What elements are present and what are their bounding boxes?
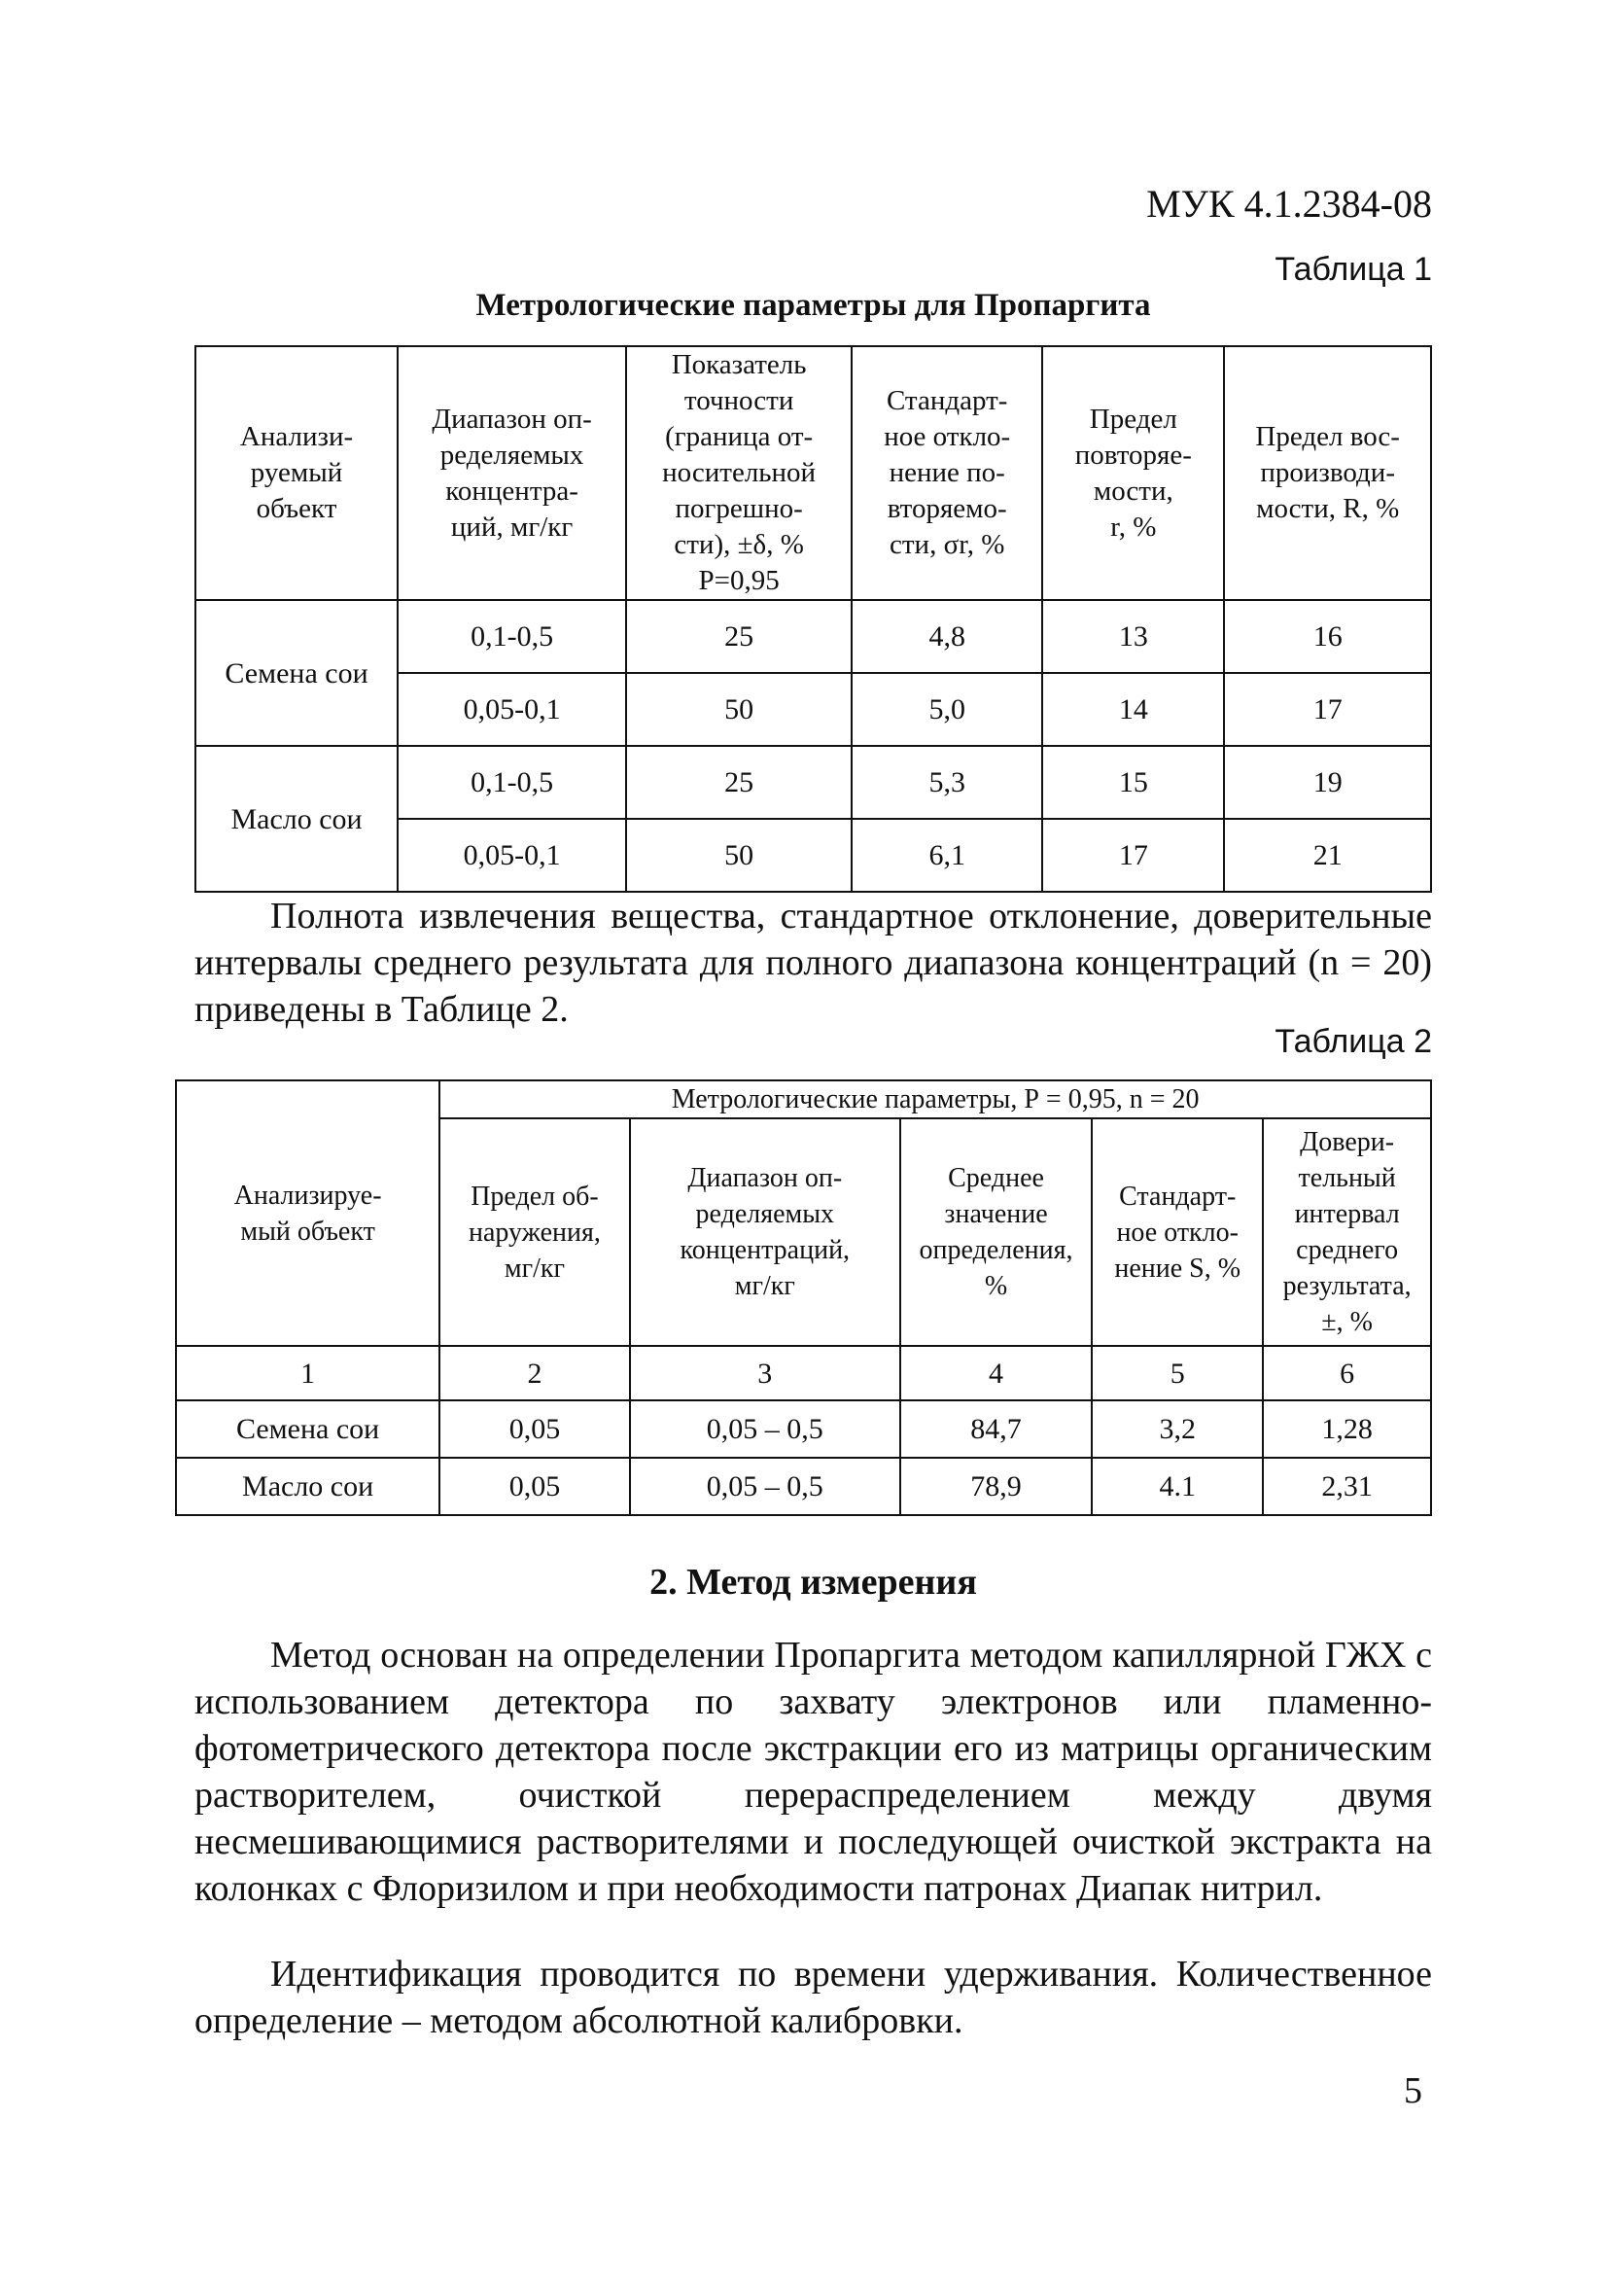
- table-cell: 0,1-0,5: [398, 746, 626, 819]
- table-cell: 0,05 – 0,5: [630, 1400, 900, 1458]
- table2-header-detection-limit: Предел об- наружения, мг/кг: [439, 1118, 629, 1346]
- table2: [175, 1079, 1432, 1516]
- table-cell: 6: [1263, 1346, 1431, 1400]
- table-cell: 78,9: [900, 1458, 1092, 1515]
- table2-number-row: [176, 1346, 1431, 1400]
- table2-header-range: Диапазон оп- ределяемых концентраций, мг/кг: [630, 1118, 900, 1346]
- table-cell: 4.1: [1092, 1458, 1263, 1515]
- table-cell: 50: [626, 673, 852, 746]
- table-cell: 2: [439, 1346, 629, 1400]
- table1-title: Метрологические параметры для Пропаргита: [475, 288, 1151, 323]
- table1-header-row: [195, 346, 1431, 600]
- table-cell: 0,05-0,1: [398, 673, 626, 746]
- table-cell: Масло сои: [176, 1458, 439, 1515]
- page-number: 5: [1404, 2070, 1422, 2111]
- table-cell: 25: [626, 600, 852, 673]
- table-cell: 1: [176, 1346, 439, 1400]
- table-cell: Семена сои: [176, 1400, 439, 1458]
- section-title: 2. Метод измерения: [649, 1562, 977, 1603]
- table-cell: 0,05: [439, 1400, 629, 1458]
- table2-header-mean: Среднее значение определения, %: [900, 1118, 1092, 1346]
- table-cell: 84,7: [900, 1400, 1092, 1458]
- table-cell: 0,05: [439, 1458, 629, 1515]
- table-cell: 4: [900, 1346, 1092, 1400]
- table-row: [195, 746, 1431, 819]
- table1-header-repeatability: Предел повторяе- мости, r, %: [1042, 346, 1224, 600]
- table1-object-cell: Семена сои: [195, 600, 398, 746]
- table-row: [195, 600, 1431, 673]
- table2-header-object: Анализируе- мый объект: [176, 1080, 439, 1346]
- table1-header-reproducibility: Предел вос- производи- мости, R, %: [1224, 346, 1431, 600]
- table-row: [176, 1400, 1431, 1458]
- table-cell: 17: [1042, 819, 1224, 892]
- table1-header-std-dev: Стандарт- ное откло- нение по- вторяемо- сти, σr, %: [852, 346, 1042, 600]
- table-cell: 5: [1092, 1346, 1263, 1400]
- table-cell: 2,31: [1263, 1458, 1431, 1515]
- table1-header-object: Анализи- руемый объект: [195, 346, 398, 600]
- table-cell: 3,2: [1092, 1400, 1263, 1458]
- table2-group-header-row: [176, 1080, 1431, 1118]
- table-cell: 15: [1042, 746, 1224, 819]
- table-cell: 0,1-0,5: [398, 600, 626, 673]
- table1-header-accuracy: Показатель точности (граница от- носительной погрешно- сти), ±δ, % Р=0,95: [626, 346, 852, 600]
- table1-header-range: Диапазон оп- ределяемых концентра- ций, мг/кг: [398, 346, 626, 600]
- table2-group-header: Метрологические параметры, Р = 0,95, n = 20: [439, 1080, 1431, 1118]
- table-cell: 5,3: [852, 746, 1042, 819]
- table-cell: 13: [1042, 600, 1224, 673]
- table-cell: 21: [1224, 819, 1431, 892]
- table-cell: 3: [630, 1346, 900, 1400]
- table-cell: 50: [626, 819, 852, 892]
- table-cell: 16: [1224, 600, 1431, 673]
- table2-label: Таблица 2: [1275, 1023, 1432, 1060]
- table-cell: 17: [1224, 673, 1431, 746]
- paragraph-recovery: Полнота извлечения вещества, стандартное отклонение, доверительные интервалы среднего результата для полного диапазона концентраций (n = 20) приведены в Таблице 2.: [194, 896, 1432, 1030]
- table-cell: 14: [1042, 673, 1224, 746]
- table1-object-cell: Масло сои: [195, 746, 398, 892]
- table-row: [176, 1458, 1431, 1515]
- paragraph-identification: Идентификация проводится по времени удерживания. Количественное определение – методом абсолютной калибровки.: [194, 1954, 1432, 2041]
- table-cell: 0,05-0,1: [398, 819, 626, 892]
- table1-label: Таблица 1: [1275, 251, 1432, 288]
- table-cell: 19: [1224, 746, 1431, 819]
- table-cell: 4,8: [852, 600, 1042, 673]
- table-cell: 0,05 – 0,5: [630, 1458, 900, 1515]
- table2-header-std-dev: Стандарт- ное откло- нение S, %: [1092, 1118, 1263, 1346]
- paragraph-method: Метод основан на определении Пропаргита методом капиллярной ГЖХ с использованием детектора по захвату электронов или пламенно-фотометрического детектора после экстракции его из матрицы органическим растворителем, очисткой перераспределением между двумя несмешивающимися растворителями и последующей очисткой экстракта на колонках с Флоризилом и при необходимости патронах Диапак нитрил.: [194, 1635, 1432, 1909]
- table-cell: 25: [626, 746, 852, 819]
- table1: [194, 345, 1432, 893]
- table-cell: 1,28: [1263, 1400, 1431, 1458]
- table-cell: 6,1: [852, 819, 1042, 892]
- table-cell: 5,0: [852, 673, 1042, 746]
- document-code: МУК 4.1.2384-08: [1146, 182, 1432, 226]
- table2-header-confidence: Довери- тельный интервал среднего результата, ±, %: [1263, 1118, 1431, 1346]
